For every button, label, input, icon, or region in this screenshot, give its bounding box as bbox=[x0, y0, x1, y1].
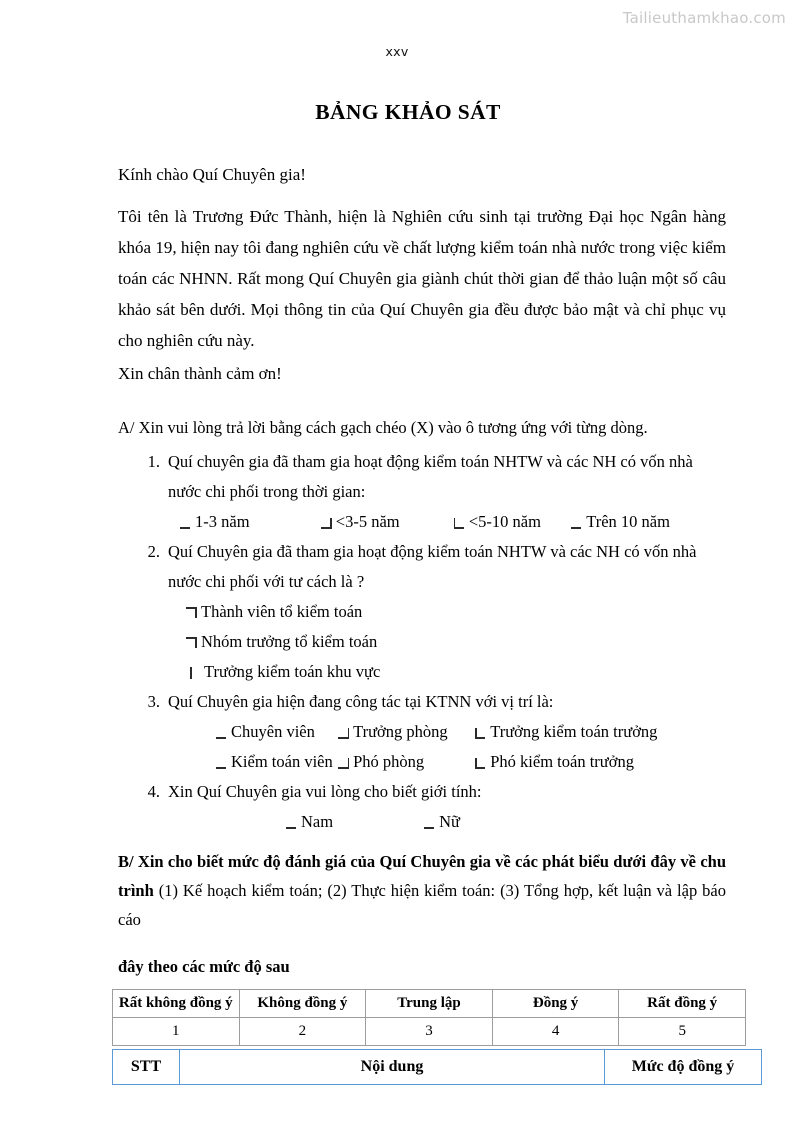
option-q2-3[interactable] bbox=[186, 657, 726, 687]
question-2-number: 2. bbox=[147, 542, 160, 561]
checkbox-icon[interactable] bbox=[321, 516, 332, 529]
scale-header-3: Trung lập bbox=[366, 990, 493, 1018]
option-q4-2-label: Nữ bbox=[439, 812, 460, 831]
scale-value-1: 1 bbox=[113, 1018, 240, 1046]
section-b-rest: (1) Kế hoạch kiểm toán; (2) Thực hiện kiểm toán: (3) Tổng hợp, kết luận và lập báo cáo bbox=[118, 881, 726, 929]
option-q3-5-label: Phó phòng bbox=[353, 752, 425, 771]
option-q2-1[interactable] bbox=[186, 597, 726, 627]
scale-header-2: Không đồng ý bbox=[239, 990, 366, 1018]
scale-value-2: 2 bbox=[239, 1018, 366, 1046]
question-4-options bbox=[118, 807, 726, 837]
watermark: Tailieuthamkhao.com bbox=[622, 9, 786, 27]
scale-header-4: Đồng ý bbox=[492, 990, 619, 1018]
table-row-values bbox=[113, 1018, 746, 1046]
checkbox-icon[interactable] bbox=[286, 816, 297, 829]
agreement-scale-table bbox=[112, 989, 746, 1046]
checkbox-icon[interactable] bbox=[424, 816, 435, 829]
question-2-options bbox=[118, 597, 726, 687]
question-3-text: Quí Chuyên gia hiện đang công tác tại KTNN với vị trí là: bbox=[168, 692, 554, 711]
checkbox-icon[interactable] bbox=[189, 666, 200, 679]
section-a-instruction: A/ Xin vui lòng trả lời bằng cách gạch chéo (X) vào ô tương ứng với từng dòng. bbox=[118, 418, 648, 437]
checkbox-icon[interactable] bbox=[475, 756, 486, 769]
scale-value-4: 4 bbox=[492, 1018, 619, 1046]
option-q3-4-label: Kiểm toán viên bbox=[231, 752, 333, 771]
content-header-table bbox=[112, 1049, 762, 1085]
option-q2-1-label: Thành viên tổ kiểm toán bbox=[201, 602, 363, 621]
table-row-headers bbox=[113, 990, 746, 1018]
option-q3-1[interactable] bbox=[216, 717, 334, 747]
option-q1-1-label: 1-3 năm bbox=[195, 512, 250, 531]
thanks-text: Xin chân thành cảm ơn! bbox=[118, 364, 282, 383]
option-q2-2-label: Nhóm trưởng tổ kiểm toán bbox=[201, 632, 378, 651]
option-q1-4[interactable] bbox=[571, 507, 670, 537]
question-3-options-row-1 bbox=[118, 717, 726, 747]
section-b-paragraph bbox=[118, 847, 726, 934]
question-2-text: Quí Chuyên gia đã tham gia hoạt động kiểm toán NHTW và các NH có vốn nhà nước chi phối với tư cách là ? bbox=[168, 542, 697, 591]
option-q3-2[interactable] bbox=[338, 717, 471, 747]
scale-header-5: Rất đồng ý bbox=[619, 990, 746, 1018]
question-1-number: 1. bbox=[147, 452, 160, 471]
option-q2-2[interactable] bbox=[186, 627, 726, 657]
scale-value-5: 5 bbox=[619, 1018, 746, 1046]
intro-body-text: Tôi tên là Trương Đức Thành, hiện là Nghiên cứu sinh tại trường Đại học Ngân hàng khóa 19, hiện nay tôi đang nghiên cứu về chất lượng kiểm toán nhà nước trong việc kiểm toán các NHNN. Rất mong Quí Chuyên gia giành chút thời gian để thảo luận một số câu khảo sát bên dưới. Mọi thông tin của Quí Chuyên gia đều được bảo mật và chỉ phục vụ cho nghiên cứu này. bbox=[118, 207, 726, 350]
question-3 bbox=[118, 687, 726, 717]
option-q3-5[interactable] bbox=[338, 747, 471, 777]
option-q4-2[interactable] bbox=[424, 807, 460, 837]
checkbox-icon[interactable] bbox=[475, 726, 486, 739]
checkbox-icon[interactable] bbox=[338, 756, 349, 769]
option-q4-1-label: Nam bbox=[301, 812, 334, 831]
option-q1-2-label: <3-5 năm bbox=[335, 512, 400, 531]
page-number: xxv bbox=[385, 44, 409, 59]
question-4-number: 4. bbox=[147, 782, 160, 801]
section-b-term: chu trình bbox=[118, 852, 726, 900]
option-q3-3[interactable] bbox=[475, 717, 657, 747]
scale-value-3: 3 bbox=[366, 1018, 493, 1046]
option-q4-1[interactable] bbox=[286, 807, 420, 837]
option-q2-3-label: Trưởng kiểm toán khu vực bbox=[204, 662, 381, 681]
option-q1-4-label: Trên 10 năm bbox=[586, 512, 670, 531]
option-q3-1-label: Chuyên viên bbox=[231, 722, 315, 741]
table-row bbox=[113, 1050, 762, 1085]
section-b-lead: B/ Xin cho biết mức độ đánh giá của Quí Chuyên gia về các phát biểu dưới đây về bbox=[118, 852, 696, 871]
question-1-options bbox=[118, 507, 726, 537]
checkbox-icon[interactable] bbox=[186, 636, 197, 649]
option-q3-3-label: Trưởng kiểm toán trưởng bbox=[490, 722, 658, 741]
checkbox-icon[interactable] bbox=[216, 756, 227, 769]
scale-header-1: Rất không đồng ý bbox=[113, 990, 240, 1018]
option-q1-3-label: <5-10 năm bbox=[468, 512, 541, 531]
option-q3-4[interactable] bbox=[216, 747, 334, 777]
spacer bbox=[118, 389, 726, 413]
levels-intro: đây theo các mức độ sau bbox=[118, 957, 290, 976]
question-4 bbox=[118, 777, 726, 807]
option-q1-2[interactable] bbox=[321, 507, 400, 537]
option-q1-3[interactable] bbox=[454, 507, 541, 537]
checkbox-icon[interactable] bbox=[571, 516, 582, 529]
question-3-number: 3. bbox=[147, 692, 160, 711]
document-content bbox=[118, 100, 735, 1085]
option-q3-6-label: Phó kiểm toán trưởng bbox=[490, 752, 634, 771]
page-title: BẢNG KHẢO SÁT bbox=[315, 100, 501, 124]
option-q3-6[interactable] bbox=[475, 747, 634, 777]
checkbox-icon[interactable] bbox=[180, 516, 191, 529]
option-q3-2-label: Trưởng phòng bbox=[353, 722, 448, 741]
checkbox-icon[interactable] bbox=[186, 606, 197, 619]
content-header-mucdo: Mức độ đồng ý bbox=[605, 1050, 762, 1085]
checkbox-icon[interactable] bbox=[338, 726, 349, 739]
option-q1-1[interactable] bbox=[180, 507, 250, 537]
content-header-noidung: Nội dung bbox=[180, 1050, 605, 1085]
question-2 bbox=[118, 537, 726, 597]
question-1 bbox=[118, 447, 726, 507]
content-header-stt: STT bbox=[113, 1050, 180, 1085]
question-1-text: Quí chuyên gia đã tham gia hoạt động kiểm toán NHTW và các NH có vốn nhà nước chi phối trong thời gian: bbox=[168, 452, 693, 501]
question-3-options-row-2 bbox=[118, 747, 726, 777]
greeting-text: Kính chào Quí Chuyên gia! bbox=[118, 165, 306, 184]
checkbox-icon[interactable] bbox=[454, 516, 465, 529]
question-4-text: Xin Quí Chuyên gia vui lòng cho biết giới tính: bbox=[168, 782, 482, 801]
checkbox-icon[interactable] bbox=[216, 726, 227, 739]
